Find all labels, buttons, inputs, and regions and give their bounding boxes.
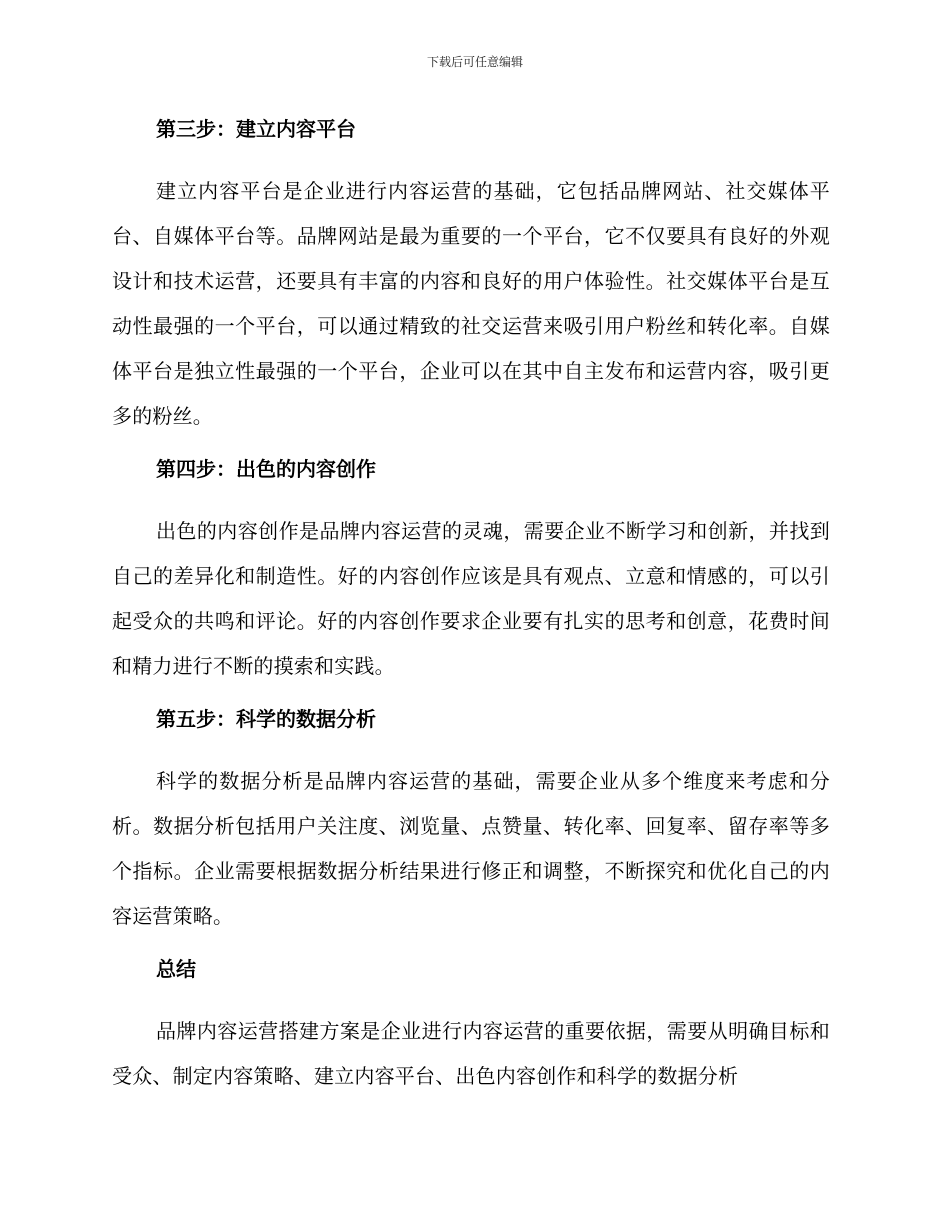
section-paragraph-step5: 科学的数据分析是品牌内容运营的基础，需要企业从多个维度来考虑和分析。数据分析包括用户关注度、浏览量、点赞量、转化率、回复率、留存率等多个指标。企业需要根据数据分析结果进行修正和调整，不断探究和优化自己的内容运营策略。 [112,769,830,928]
section-heading-step5: 第五步：科学的数据分析 [156,707,376,731]
section-heading-summary: 总结 [156,957,196,981]
section-paragraph-step3: 建立内容平台是企业进行内容运营的基础，它包括品牌网站、社交媒体平台、自媒体平台等。品牌网站是最为重要的一个平台，它不仅要具有良好的外观设计和技术运营，还要具有丰富的内容和良好的用户体验性。社交媒体平台是互动性最强的一个平台，可以通过精致的社交运营来吸引用户粉丝和转化率。自媒体平台是独立性最强的一个平台，企业可以在其中自主发布和运营内容，吸引更多的粉丝。 [112,179,830,428]
section-heading-step3: 第三步：建立内容平台 [156,117,356,141]
section-heading-step4: 第四步：出色的内容创作 [156,457,376,481]
page-header: 下载后可任意编辑 [426,55,523,69]
section-paragraph-summary: 品牌内容运营搭建方案是企业进行内容运营的重要依据，需要从明确目标和受众、制定内容策略、建立内容平台、出色内容创作和科学的数据分析 [112,1019,830,1088]
document-body [112,110,830,1099]
section-paragraph-step4: 出色的内容创作是品牌内容运营的灵魂，需要企业不断学习和创新，并找到自己的差异化和制造性。好的内容创作应该是具有观点、立意和情感的，可以引起受众的共鸣和评论。好的内容创作要求企业要有扎实的思考和创意，花费时间和精力进行不断的摸索和实践。 [112,519,830,678]
